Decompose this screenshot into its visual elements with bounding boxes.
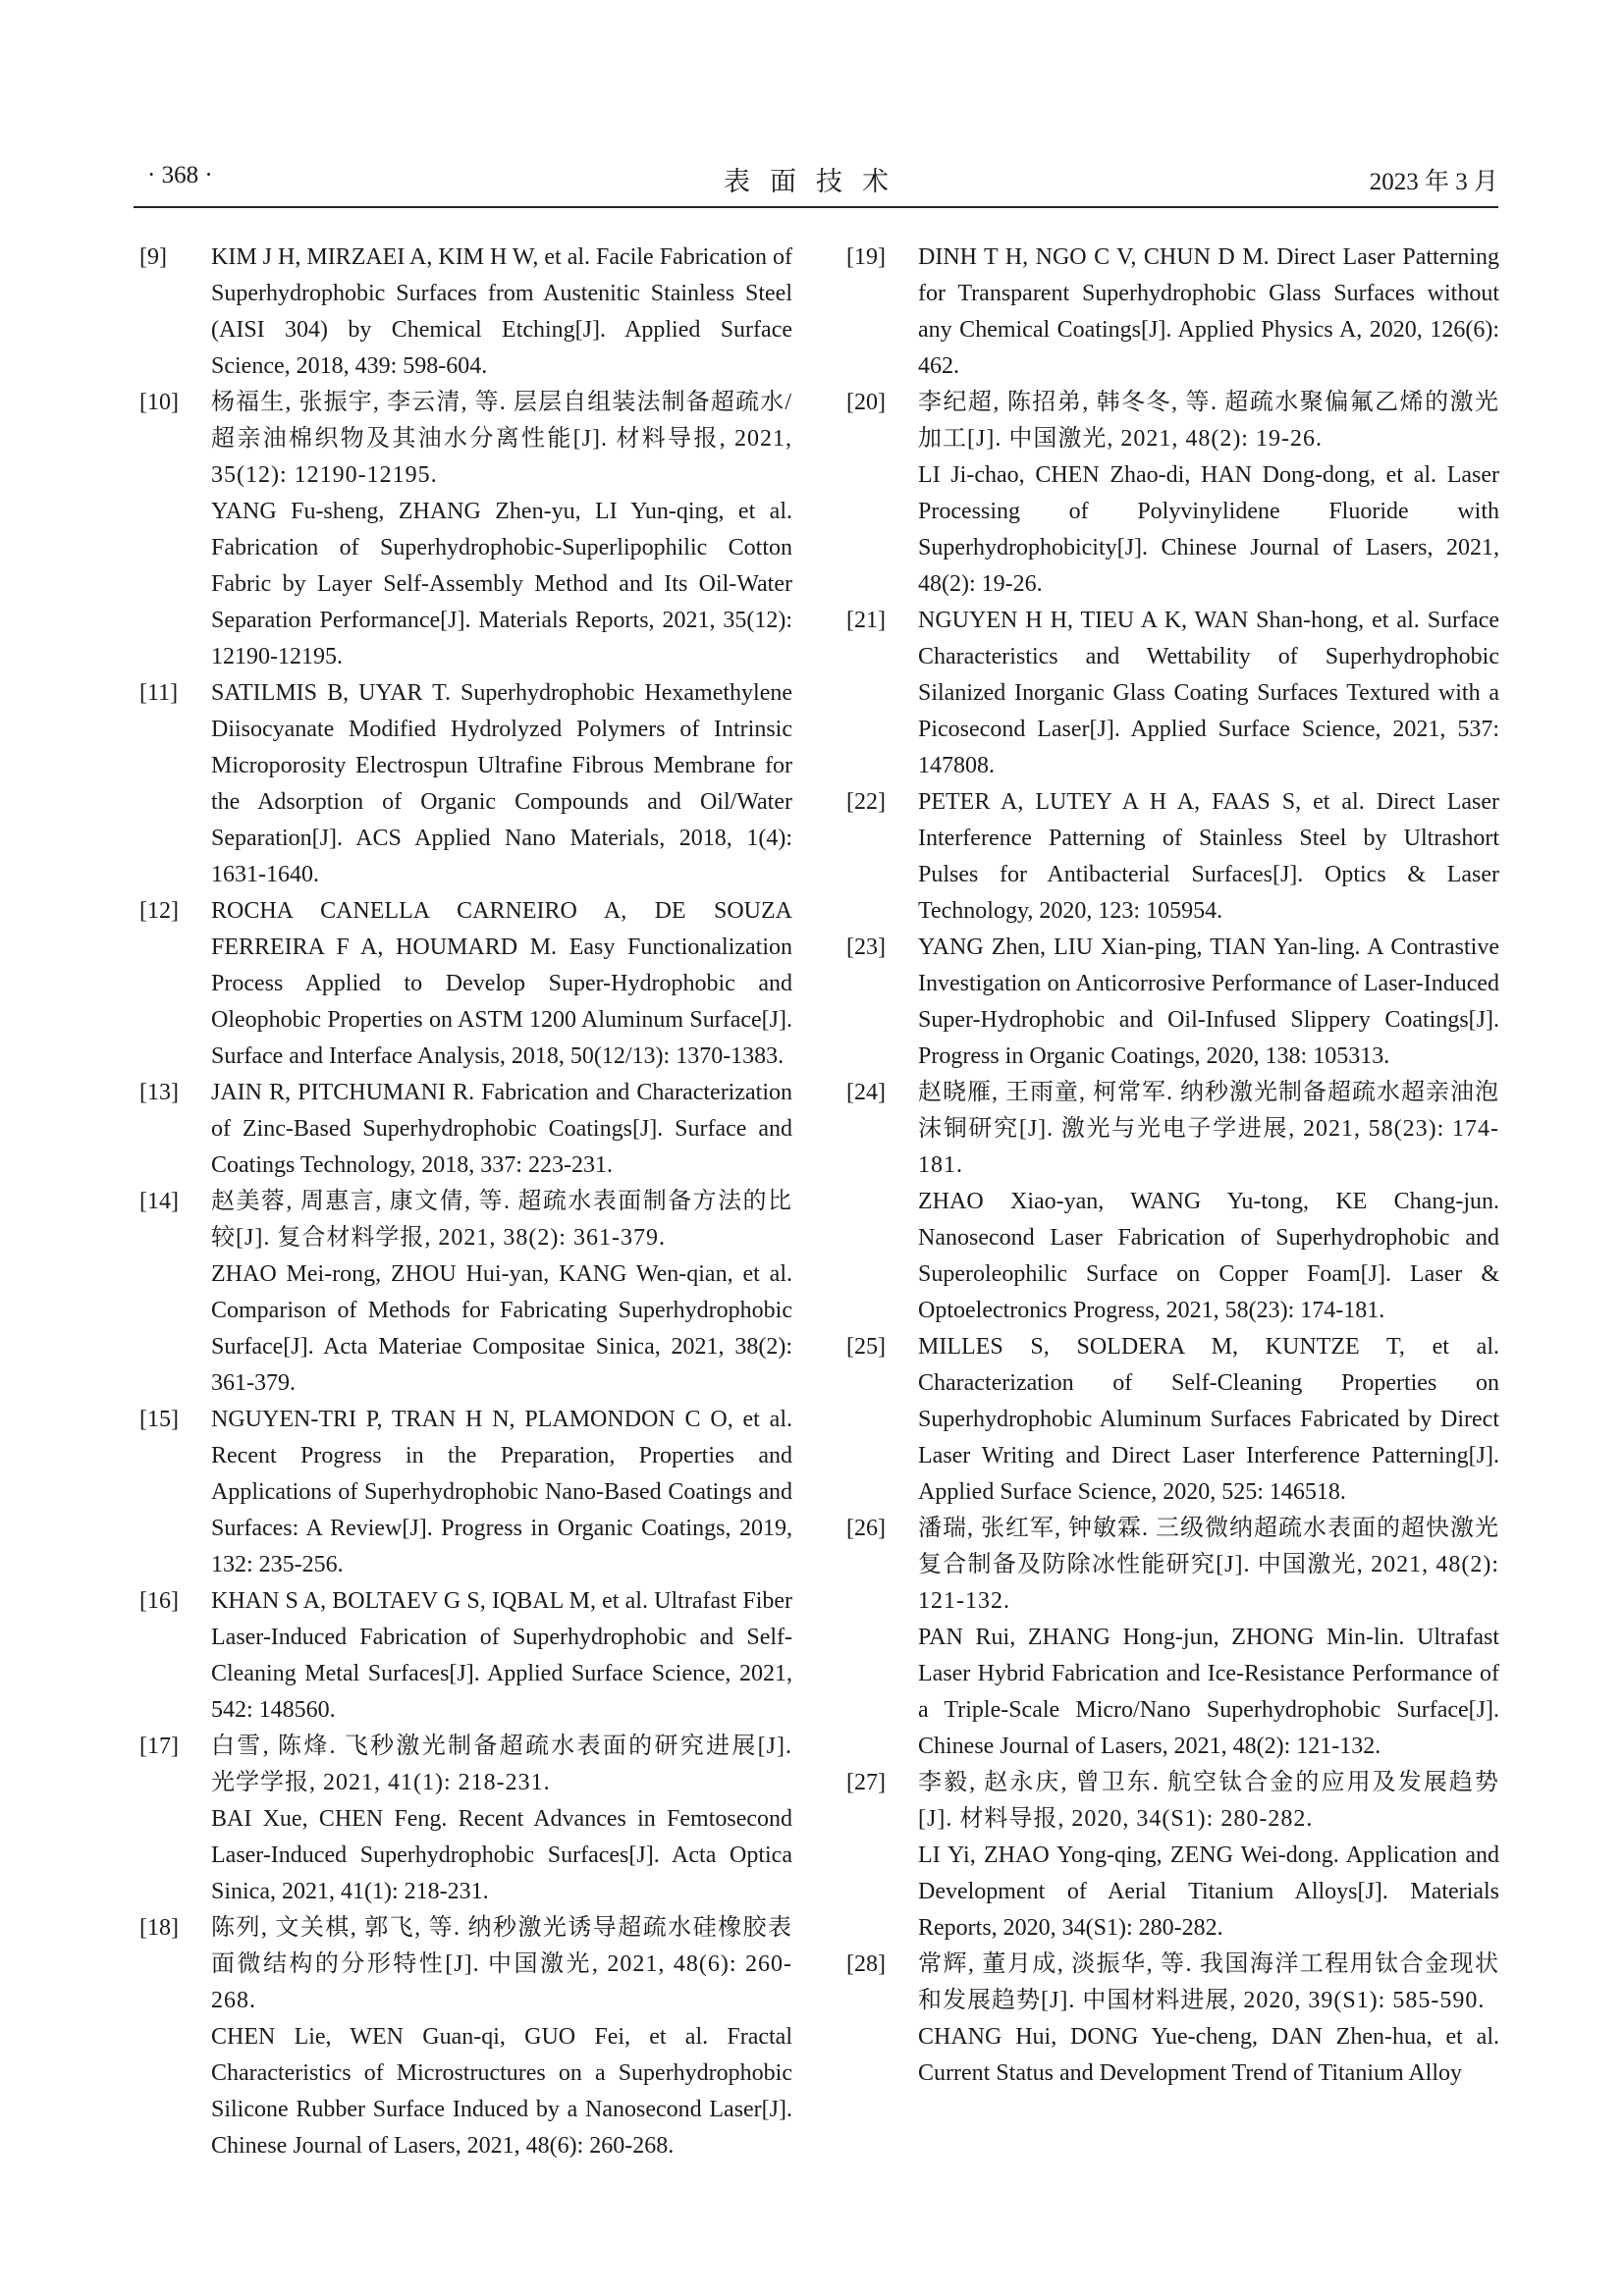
reference-text [211, 1075, 792, 1184]
reference-text-english: NGUYEN-TRI P, TRAN H N, PLAMONDON C O, et al. Recent Progress in the Preparation, Properties and Applications of Superhydrophobic Nano-Based Coatings and Surfaces: A Review[J]. Progress in Organic Coatings, 2019, 132: 235-256. [211, 1407, 792, 1577]
reference-item [846, 240, 1499, 385]
issue-date: 2023 年 3 月 [1369, 169, 1498, 195]
reference-text [211, 240, 792, 385]
reference-item [846, 1075, 1499, 1329]
references-right-column [846, 240, 1499, 2092]
reference-text-english: PAN Rui, ZHANG Hong-jun, ZHONG Min-lin. Ultrafast Laser Hybrid Fabrication and Ice-Resistance Performance of a Triple-Scale Micro/Nano Superhydrophobic Surface[J]. Chinese Journal of Lasers, 2021, 48(2): 121-132. [918, 1625, 1499, 1759]
reference-text-english: YANG Fu-sheng, ZHANG Zhen-yu, LI Yun-qing, et al. Fabrication of Superhydrophobic-Superlipophilic Cotton Fabric by Layer Self-Assembly Method and Its Oil-Water Separation Performance[J]. Materials Reports, 2021, 35(12): 12190-12195. [211, 499, 792, 669]
reference-text [211, 1583, 792, 1729]
reference-number: [14] [139, 1189, 179, 1214]
reference-text-english: LI Yi, ZHAO Yong-qing, ZENG Wei-dong. Application and Development of Aerial Titanium Alloys[J]. Materials Reports, 2020, 34(S1): 280-282. [918, 1842, 1499, 1941]
reference-item [139, 240, 792, 385]
reference-text [918, 603, 1499, 784]
reference-text [918, 1947, 1499, 2092]
reference-text [918, 1075, 1499, 1329]
reference-item [846, 930, 1499, 1075]
reference-number: [28] [846, 1951, 886, 1977]
reference-number: [25] [846, 1334, 886, 1360]
reference-text-english: KIM J H, MIRZAEI A, KIM H W, et al. Facile Fabrication of Superhydrophobic Surfaces from Austenitic Stainless Steel (AISI 304) by Chemical Etching[J]. Applied Surface Science, 2018, 439: 598-604. [211, 244, 792, 379]
reference-item [139, 1729, 792, 1910]
reference-text-english: MILLES S, SOLDERA M, KUNTZE T, et al. Characterization of Self-Cleaning Properties on Superhydrophobic Aluminum Surfaces Fabricated by Direct Laser Writing and Direct Laser Interference Patterning[J]. Applied Surface Science, 2020, 525: 146518. [918, 1334, 1499, 1505]
reference-text-english: SATILMIS B, UYAR T. Superhydrophobic Hexamethylene Diisocyanate Modified Hydrolyzed Polymers of Intrinsic Microporosity Electrospun Ultrafine Fibrous Membrane for the Adsorption of Organic Compounds and Oil/Water Separation[J]. ACS Applied Nano Materials, 2018, 1(4): 1631-1640. [211, 680, 792, 887]
page-header [134, 157, 1498, 208]
reference-text-chinese: 李毅, 赵永庆, 曾卫东. 航空钛合金的应用及发展趋势[J]. 材料导报, 2020, 34(S1): 280-282. [918, 1770, 1499, 1832]
reference-item [846, 385, 1499, 603]
reference-text [211, 893, 792, 1075]
reference-text [918, 385, 1499, 603]
reference-item [846, 1511, 1499, 1765]
reference-text [211, 1184, 792, 1402]
reference-text-english: YANG Zhen, LIU Xian-ping, TIAN Yan-ling. A Contrastive Investigation on Anticorrosive Performance of Laser-Induced Super-Hydrophobic and Oil-Infused Slippery Coatings[J]. Progress in Organic Coatings, 2020, 138: 105313. [918, 934, 1499, 1069]
reference-number: [11] [139, 680, 179, 706]
reference-item [846, 1947, 1499, 2092]
reference-number: [17] [139, 1734, 179, 1759]
reference-text-english: LI Ji-chao, CHEN Zhao-di, HAN Dong-dong, et al. Laser Processing of Polyvinylidene Fluoride with Superhydrophobicity[J]. Chinese Journal of Lasers, 2021, 48(2): 19-26. [918, 462, 1499, 597]
reference-item [139, 675, 792, 893]
reference-text-english: JAIN R, PITCHUMANI R. Fabrication and Characterization of Zinc-Based Superhydrophobic Coatings[J]. Surface and Coatings Technology, 2018, 337: 223-231. [211, 1080, 792, 1178]
reference-number: [10] [139, 390, 179, 415]
reference-item [846, 1329, 1499, 1511]
reference-text-english: NGUYEN H H, TIEU A K, WAN Shan-hong, et al. Surface Characteristics and Wettability of Superhydrophobic Silanized Inorganic Glass Coating Surfaces Textured with a Picosecond Laser[J]. Applied Surface Science, 2021, 537: 147808. [918, 608, 1499, 778]
reference-item [139, 893, 792, 1075]
reference-number: [22] [846, 789, 886, 815]
reference-text-chinese: 杨福生, 张振宇, 李云清, 等. 层层自组装法制备超疏水/超亲油棉织物及其油水分离性能[J]. 材料导报, 2021, 35(12): 12190-12195. [211, 390, 792, 488]
reference-text-chinese: 陈列, 文关棋, 郭飞, 等. 纳秒激光诱导超疏水硅橡胶表面微结构的分形特性[J]. 中国激光, 2021, 48(6): 260-268. [211, 1915, 792, 2013]
reference-text-english: CHANG Hui, DONG Yue-cheng, DAN Zhen-hua, et al. Current Status and Development Trend of Titanium Alloy [918, 2024, 1499, 2086]
reference-item [846, 603, 1499, 784]
reference-item [846, 784, 1499, 930]
reference-text-english: DINH T H, NGO C V, CHUN D M. Direct Laser Patterning for Transparent Superhydrophobic Glass Surfaces without any Chemical Coatings[J]. Applied Physics A, 2020, 126(6): 462. [918, 244, 1499, 379]
reference-number: [23] [846, 934, 886, 960]
reference-text-english: ROCHA CANELLA CARNEIRO A, DE SOUZA FERREIRA F A, HOUMARD M. Easy Functionalization Process Applied to Develop Super-Hydrophobic and Oleophobic Properties on ASTM 1200 Aluminum Surface[J]. Surface and Interface Analysis, 2018, 50(12/13): 1370-1383. [211, 898, 792, 1069]
reference-text-english: PETER A, LUTEY A H A, FAAS S, et al. Direct Laser Interference Patterning of Stainless Steel by Ultrashort Pulses for Antibacterial Surfaces[J]. Optics & Laser Technology, 2020, 123: 105954. [918, 789, 1499, 924]
reference-text-english: KHAN S A, BOLTAEV G S, IQBAL M, et al. Ultrafast Fiber Laser-Induced Fabrication of Superhydrophobic and Self-Cleaning Metal Surfaces[J]. Applied Surface Science, 2021, 542: 148560. [211, 1588, 792, 1723]
reference-text [918, 1329, 1499, 1511]
reference-number: [18] [139, 1915, 179, 1941]
reference-text-english: ZHAO Mei-rong, ZHOU Hui-yan, KANG Wen-qian, et al. Comparison of Methods for Fabricating Superhydrophobic Surface[J]. Acta Materiae Compositae Sinica, 2021, 38(2): 361-379. [211, 1261, 792, 1396]
reference-text-chinese: 白雪, 陈烽. 飞秒激光制备超疏水表面的研究进展[J]. 光学学报, 2021, 41(1): 218-231. [211, 1734, 792, 1795]
reference-number: [26] [846, 1516, 886, 1541]
reference-text [918, 240, 1499, 385]
reference-item [139, 1402, 792, 1583]
reference-text-chinese: 常辉, 董月成, 淡振华, 等. 我国海洋工程用钛合金现状和发展趋势[J]. 中国材料进展, 2020, 39(S1): 585-590. [918, 1951, 1499, 2013]
reference-number: [12] [139, 898, 179, 924]
reference-text [211, 1402, 792, 1583]
reference-text [918, 1765, 1499, 1947]
reference-number: [21] [846, 608, 886, 633]
page-number: · 368 · [147, 162, 213, 188]
reference-item [139, 1910, 792, 2164]
reference-number: [13] [139, 1080, 179, 1105]
reference-text-chinese: 潘瑞, 张红军, 钟敏霖. 三级微纳超疏水表面的超快激光复合制备及防除冰性能研究[J]. 中国激光, 2021, 48(2): 121-132. [918, 1516, 1499, 1614]
reference-number: [20] [846, 390, 886, 415]
reference-item [139, 1583, 792, 1729]
reference-number: [16] [139, 1588, 179, 1614]
journal-title: 表面技术 [724, 167, 908, 196]
reference-number: [27] [846, 1770, 886, 1795]
reference-text-chinese: 赵晓雁, 王雨童, 柯常军. 纳秒激光制备超疏水超亲油泡沫铜研究[J]. 激光与光电子学进展, 2021, 58(23): 174-181. [918, 1080, 1499, 1178]
reference-item [139, 1075, 792, 1184]
reference-text [211, 385, 792, 675]
reference-text-chinese: 赵美蓉, 周惠言, 康文倩, 等. 超疏水表面制备方法的比较[J]. 复合材料学报, 2021, 38(2): 361-379. [211, 1189, 792, 1251]
reference-item [139, 385, 792, 675]
reference-number: [9] [139, 244, 167, 270]
reference-item [139, 1184, 792, 1402]
reference-text-english: BAI Xue, CHEN Feng. Recent Advances in Femtosecond Laser-Induced Superhydrophobic Surfaces[J]. Acta Optica Sinica, 2021, 41(1): 218-231. [211, 1806, 792, 1904]
references-left-column [139, 240, 792, 2164]
reference-number: [15] [139, 1407, 179, 1432]
reference-text-chinese: 李纪超, 陈招弟, 韩冬冬, 等. 超疏水聚偏氟乙烯的激光加工[J]. 中国激光, 2021, 48(2): 19-26. [918, 390, 1499, 452]
reference-text [211, 675, 792, 893]
reference-text [918, 930, 1499, 1075]
reference-text-english: ZHAO Xiao-yan, WANG Yu-tong, KE Chang-jun. Nanosecond Laser Fabrication of Superhydrophobic and Superoleophilic Surface on Copper Foam[J]. Laser & Optoelectronics Progress, 2021, 58(23): 174-181. [918, 1189, 1499, 1323]
reference-text [918, 1511, 1499, 1765]
reference-text [211, 1729, 792, 1910]
reference-text-english: CHEN Lie, WEN Guan-qi, GUO Fei, et al. Fractal Characteristics of Microstructures on a Superhydrophobic Silicone Rubber Surface Induced by a Nanosecond Laser[J]. Chinese Journal of Lasers, 2021, 48(6): 260-268. [211, 2024, 792, 2159]
reference-text [211, 1910, 792, 2164]
reference-number: [24] [846, 1080, 886, 1105]
reference-item [846, 1765, 1499, 1947]
reference-number: [19] [846, 244, 886, 270]
reference-text [918, 784, 1499, 930]
